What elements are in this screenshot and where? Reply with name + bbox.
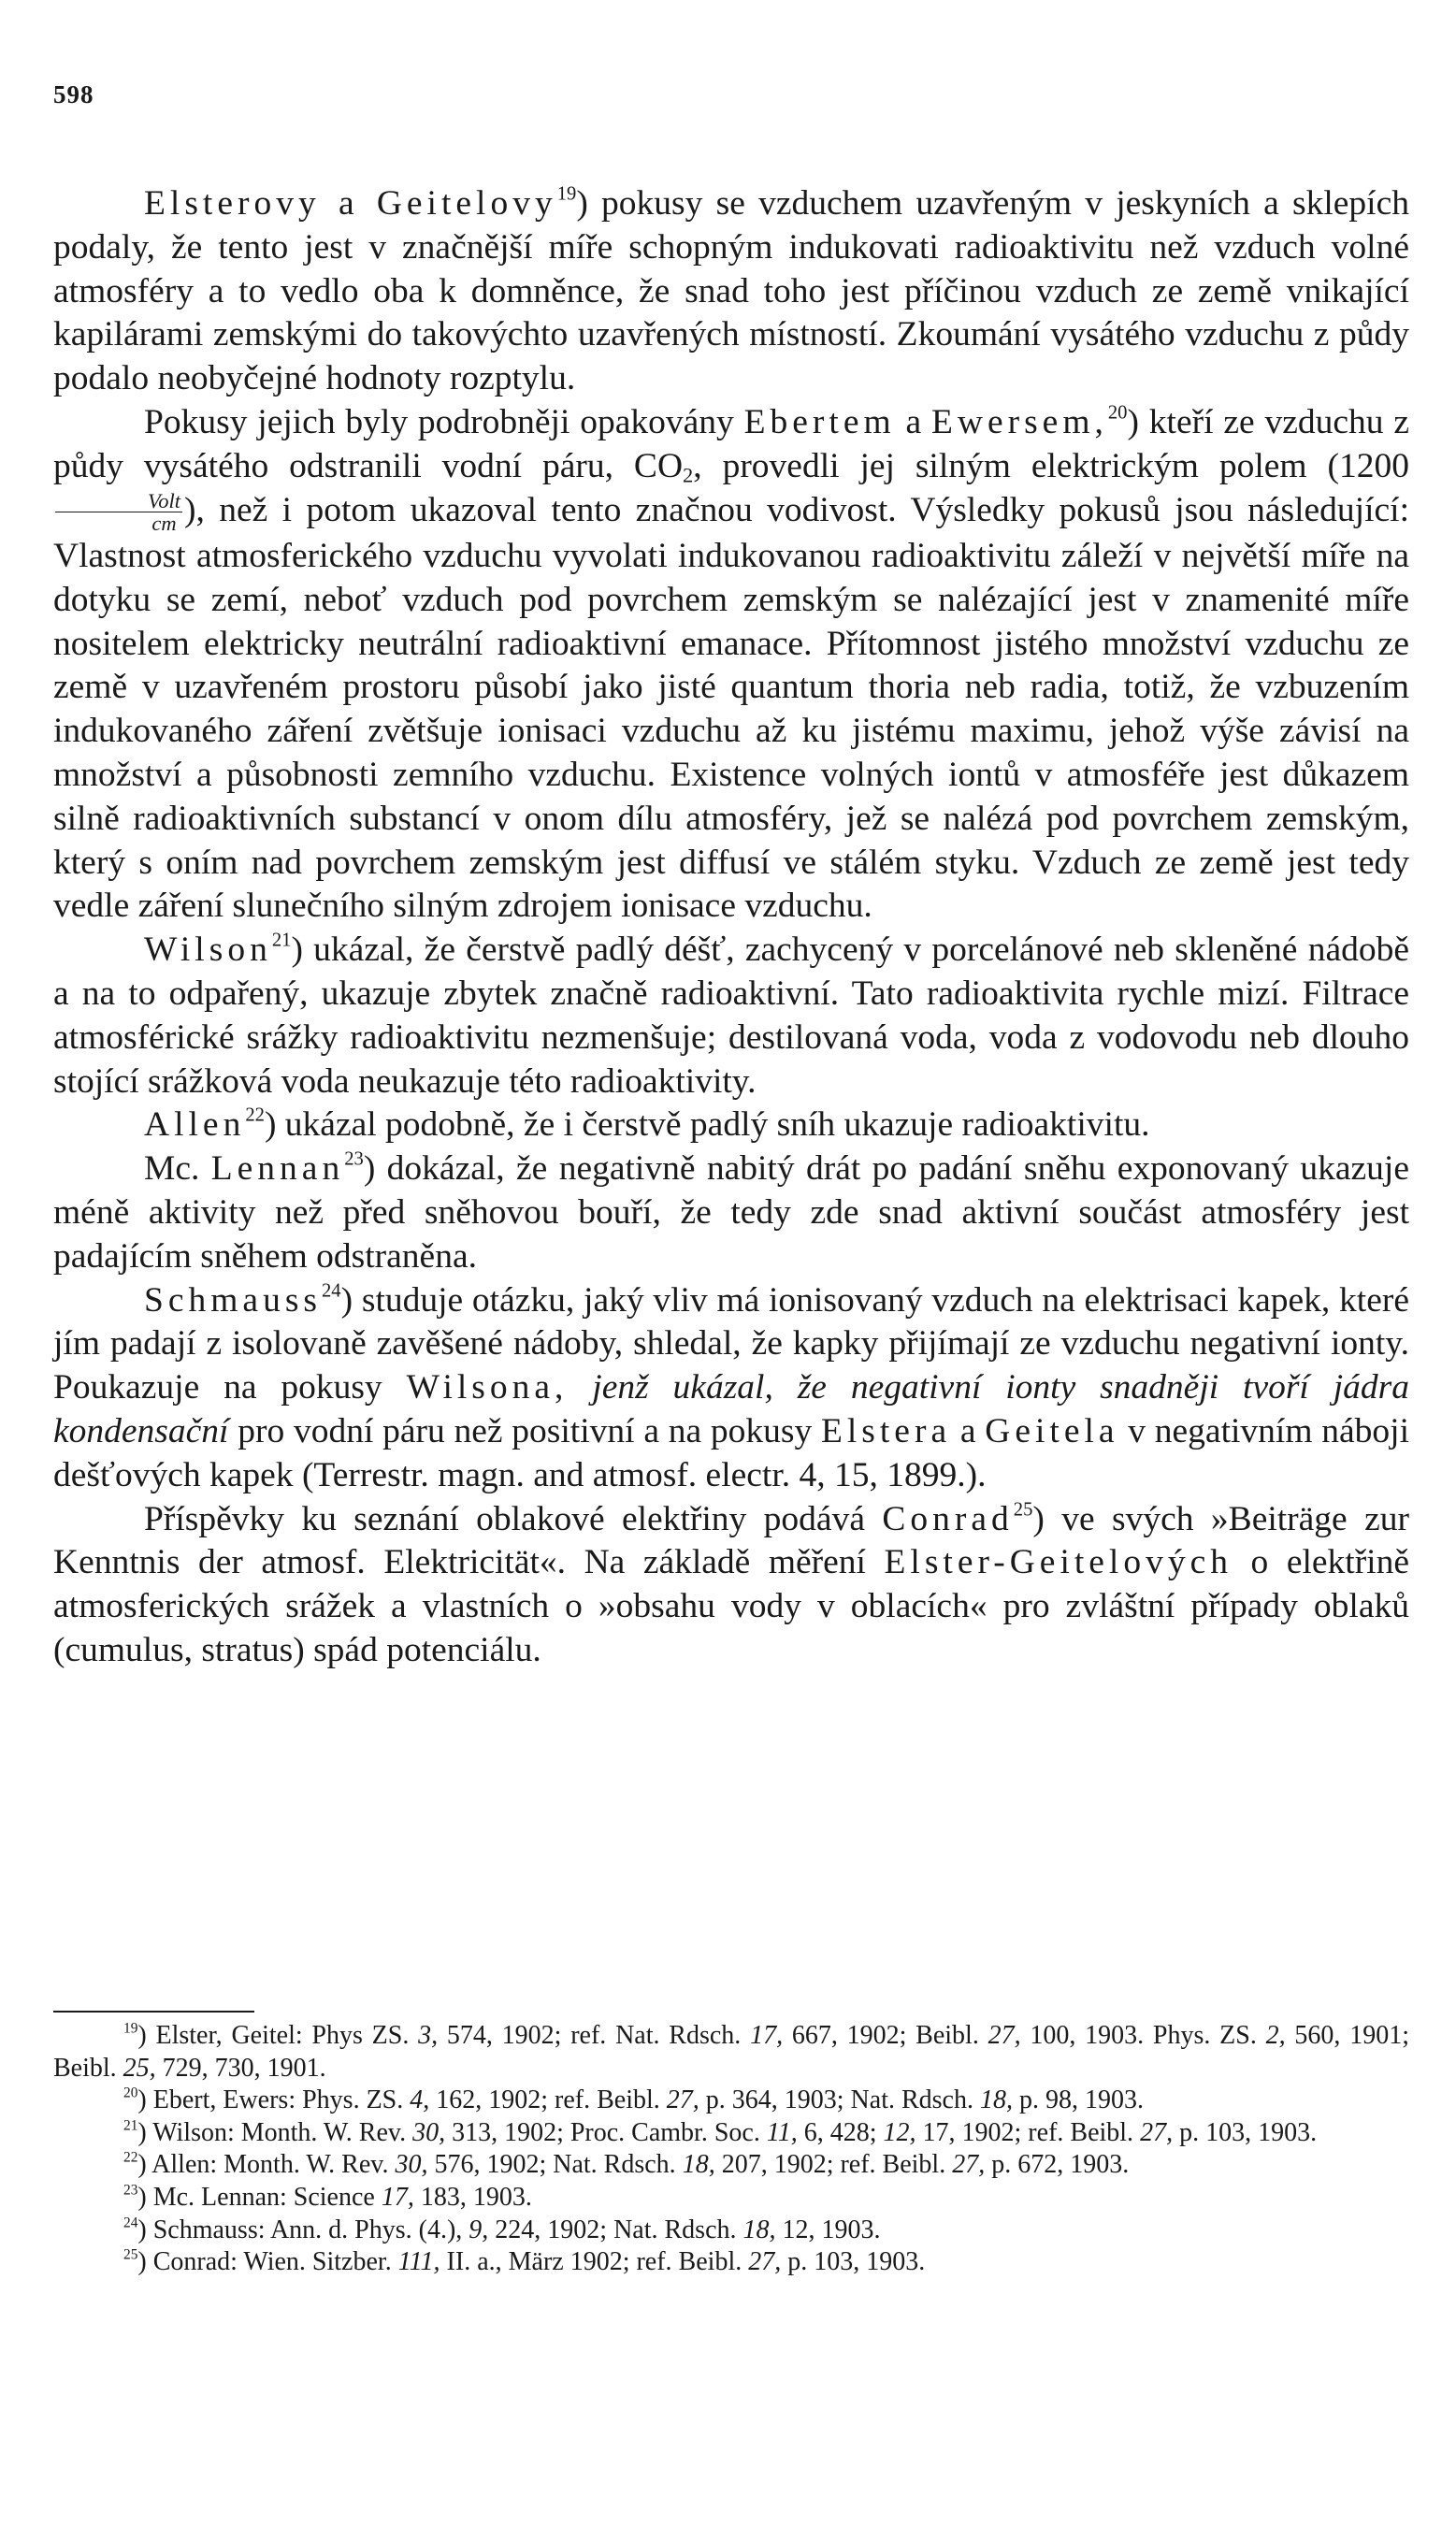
- italic-text: 18,: [682, 2150, 715, 2180]
- paragraph: [53, 401, 1409, 929]
- text-run: ) kteří ze vzduchu z půdy vysátého odstranili vodní páru, CO: [53, 402, 1410, 485]
- spaced-name: Lennan: [210, 1149, 345, 1189]
- body-text: [53, 182, 1409, 1673]
- footnote-reference: 23: [123, 2182, 138, 2199]
- spaced-name: Conrad: [882, 1499, 1014, 1538]
- paragraph: [53, 1498, 1409, 1673]
- footnote-reference: 22: [123, 2149, 138, 2166]
- text-run: p. 98, 1903.: [1013, 2085, 1144, 2115]
- text-run: ) dokázal, že negativně nabitý drát po padání sněhu exponovaný ukazuje méně aktivity než před sněhovou bouří, že tedy zde snad aktivní součást atmosféry jest padajícím sněhem odstraněna.: [53, 1149, 1409, 1276]
- footnote-reference: 21: [271, 930, 292, 951]
- italic-text: 27,: [748, 2247, 782, 2277]
- italic-text: 27,: [1140, 2117, 1174, 2147]
- spaced-name: Wilsona,: [406, 1368, 569, 1407]
- text-run: v negativním náboji dešťových kapek (Terrestr. magn. and atmosf. electr. 4, 15, 1899.).: [53, 1412, 1409, 1494]
- italic-text: 18,: [980, 2085, 1013, 2115]
- footnote: [53, 2215, 1409, 2247]
- italic-text: 2,: [1265, 2021, 1286, 2050]
- text-run: ) Ebert, Ewers: Phys. ZS.: [137, 2085, 411, 2115]
- footnote-reference: 24: [123, 2215, 138, 2231]
- footnote-reference: 25: [1013, 1499, 1033, 1521]
- text-run: 729, 730, 1901.: [155, 2053, 326, 2083]
- italic-text: 27,: [666, 2085, 699, 2115]
- paragraph: [53, 1279, 1409, 1498]
- spaced-name: Elsterovy a Geitelovy: [144, 184, 557, 223]
- text-run: ) Mc. Lennan: Science: [137, 2182, 382, 2212]
- italic-text: 18,: [742, 2215, 776, 2244]
- page-number: 598: [53, 80, 94, 108]
- text-run: p. 364, 1903; Nat. Rdsch.: [699, 2085, 980, 2115]
- text-run: 17, 1902; ref. Beibl.: [915, 2117, 1141, 2147]
- paragraph: [53, 929, 1409, 1104]
- text-run: ) pokusy se vzduchem uzavřeným v jeskyních a sklepích podaly, že tento jest v značnější míře schopným indukovati radioaktivitu než vzduch volné atmosféry a to vedlo oba k domněnce, že snad toho jest příčinou vzduch ze země vnikající kapilárami zemskými do takovýchto uzavřených místností. Zkoumání vysátého vzduchu z půdy podalo neobyčejné hodnoty rozptylu.: [53, 184, 1409, 398]
- text-run: pro vodní páru než positivní a na pokusy: [228, 1412, 821, 1451]
- spaced-name: Wilson: [144, 931, 272, 970]
- footnote: [53, 2085, 1409, 2117]
- text-run: , provedli jej silným elektrickým polem (1200: [693, 446, 1409, 485]
- text-run: ) ve svých »Beiträge zur Kenntnis der atmosf. Elektricität«. Na základě měření: [53, 1499, 1409, 1582]
- text-run: Mc.: [144, 1149, 211, 1189]
- footnote-reference: 20: [1107, 402, 1128, 424]
- footnote-reference: 22: [245, 1104, 265, 1126]
- text-run: 224, 1902; Nat. Rdsch.: [488, 2215, 743, 2244]
- spaced-name: Schmauss: [144, 1280, 322, 1320]
- text-run: 6, 428;: [797, 2117, 884, 2147]
- text-run: 574, 1902; ref. Nat. Rdsch.: [438, 2021, 751, 2050]
- italic-text: 17,: [381, 2182, 414, 2212]
- text-run: ), než i potom ukazoval tento značnou vodivost. Výsledky pokusů jsou následující: Vlastnost atmosferického vzduchu vyvolati indukovanou radioaktivitu záleží v největší míře na dotyku se zemí, neboť vzduch pod povrchem zemským se nalézající jest v znamenité míře nositelem elektricky neutrální radioaktivní emanace. Přítomnost jistého množství vzduchu ze země v uzavřeném prostoru působí jako jisté quantum thoria neb radia, totiž, že vzbuzením indukovaného záření zvětšuje ionisaci vzduchu až ku jistému maximu, jehož výše závisí na množství a působnosti zemního vzduchu. Existence volných iontů v atmosféře jest důkazem silně radioaktivních substancí v onom dílu atmosféry, jež se nalézá pod povrchem zemským, který s oním nad povrchem zemským jest diffusí ve stálém styku. Vzduch ze země jest tedy vedle záření slunečního silným zdrojem ionisace vzduchu.: [53, 490, 1409, 926]
- text-run: ) Schmauss: Ann. d. Phys. (4.),: [137, 2215, 469, 2244]
- spaced-name: Geitela: [985, 1412, 1119, 1451]
- text-run: ) ukázal, že čerstvě padlý déšť, zachycený v porcelánové neb skleněné nádobě a na to odpařený, ukazuje zbytek značně radioaktivní. Tato radioaktivita rychle mizí. Filtrace atmosférické srážky radioaktivitu nezmenšuje; destilovaná voda, voda z vodovodu neb dlouho stojící srážková voda neukazuje této radioaktivity.: [53, 931, 1409, 1101]
- text-run: ) Allen: Month. W. Rev.: [137, 2150, 396, 2180]
- text-run: 560, 1901; Beibl.: [53, 2021, 1409, 2083]
- text-run: ) studuje otázku, jaký vliv má ionisovaný vzduch na elektrisaci kapek, které jím padají z isolovaně zavěšené nádoby, shledal, že kapky přijímají ze vzduchu negativní ionty. Poukazuje na pokusy: [53, 1280, 1409, 1407]
- text-run: p. 672, 1903.: [985, 2150, 1130, 2180]
- text-run: ) Wilson: Month. W. Rev.: [137, 2117, 413, 2147]
- text-run: 12, 1903.: [775, 2215, 881, 2244]
- italic-text: 11,: [766, 2117, 798, 2147]
- text-run: 667, 1902; Beibl.: [783, 2021, 988, 2050]
- footnote: [53, 2117, 1409, 2150]
- italic-text: 4,: [410, 2085, 430, 2115]
- spaced-name: Ebertem: [743, 402, 896, 441]
- footnote-reference: 25: [123, 2246, 138, 2263]
- paragraph: [53, 182, 1409, 401]
- subscript: 2: [683, 463, 694, 487]
- italic-text: 111,: [397, 2247, 440, 2277]
- spaced-name: Elstera: [820, 1412, 952, 1451]
- footnote-reference: 19: [123, 2020, 138, 2037]
- footnote-reference: 23: [344, 1148, 364, 1170]
- footnote: [53, 2020, 1409, 2085]
- italic-text: 27,: [952, 2150, 986, 2180]
- text-run: ) Elster, Geitel: Phys ZS.: [137, 2021, 419, 2050]
- text-run: II. a., März 1902; ref. Beibl.: [440, 2247, 749, 2277]
- italic-text: 9,: [469, 2215, 489, 2244]
- footnotes: [53, 2020, 1409, 2279]
- text-run: 100, 1903. Phys. ZS.: [1020, 2021, 1266, 2050]
- footnote-reference: 24: [322, 1280, 341, 1302]
- italic-text: jenž ukázal, že negativní ionty snadněji tvoří jádra kondensační: [53, 1368, 1409, 1451]
- text-run: ) ukázal podobně, že i čerstvě padlý sníh ukazuje radioaktivitu.: [264, 1105, 1150, 1145]
- paragraph: [53, 1104, 1409, 1147]
- spaced-name: Allen: [144, 1105, 246, 1145]
- text-run: 183, 1903.: [413, 2182, 532, 2212]
- italic-text: 3,: [418, 2021, 439, 2050]
- paragraph: [53, 1147, 1409, 1278]
- footnote: [53, 2182, 1409, 2215]
- italic-text: 12,: [883, 2117, 916, 2147]
- fraction-numerator: Volt: [55, 490, 182, 513]
- text-run: ) Conrad: Wien. Sitzber.: [137, 2247, 398, 2277]
- text-run: o elektřině atmosferických srážek a vlastních o »obsahu vody v oblacích« pro zvláštní případy oblaků (cumulus, stratus) spád potenciálu.: [53, 1543, 1409, 1670]
- text-run: Příspěvky ku seznání oblakové elektřiny podává: [144, 1499, 883, 1538]
- footnote: [53, 2246, 1409, 2279]
- text-run: 162, 1902; ref. Beibl.: [429, 2085, 667, 2115]
- fraction-denominator: cm: [151, 512, 177, 536]
- italic-text: 17,: [750, 2021, 784, 2050]
- spaced-name: Elster-Geitelových: [884, 1543, 1233, 1582]
- text-run: p. 103, 1903.: [1173, 2117, 1318, 2147]
- italic-text: 27,: [987, 2021, 1021, 2050]
- italic-text: 30,: [412, 2117, 446, 2147]
- text-run: 576, 1902; Nat. Rdsch.: [427, 2150, 683, 2180]
- text-run: p. 103, 1903.: [781, 2247, 926, 2277]
- footnote-reference: 19: [556, 183, 577, 205]
- italic-text: 30,: [395, 2150, 428, 2180]
- unit-fraction: [55, 490, 182, 535]
- text-run: 313, 1902; Proc. Cambr. Soc.: [445, 2117, 767, 2147]
- footnote-reference: 21: [123, 2117, 138, 2134]
- spaced-name: Ewersem,: [930, 402, 1108, 441]
- text-run: Pokusy jejich byly podrobněji opakovány: [144, 402, 744, 441]
- footnote-reference: 20: [123, 2085, 138, 2101]
- footnote-divider: [53, 2011, 254, 2013]
- text-run: a: [895, 402, 931, 441]
- footnote: [53, 2149, 1409, 2182]
- text-run: 207, 1902; ref. Beibl.: [714, 2150, 953, 2180]
- italic-text: 25,: [123, 2053, 156, 2083]
- text-run: a: [951, 1412, 986, 1451]
